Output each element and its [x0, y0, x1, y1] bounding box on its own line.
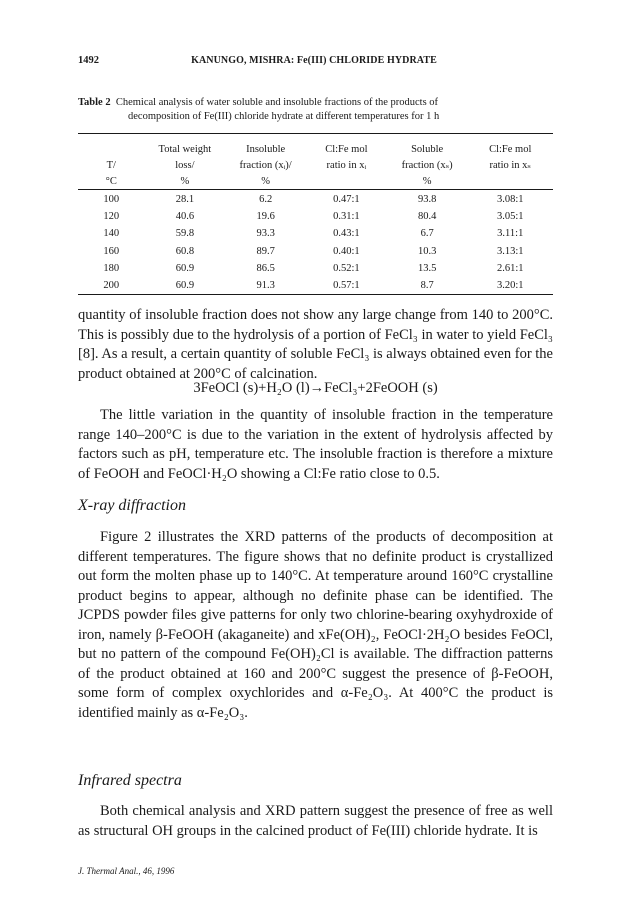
- header-cell: ratio in xᵢ: [326, 159, 367, 171]
- header-cell: ratio in xₛ: [489, 160, 531, 171]
- header-cell: Total weight: [145, 134, 226, 158]
- table-row: [78, 208, 553, 225]
- table-cell: 3.13:1: [496, 245, 524, 257]
- header-cell: fraction (xᵢ)/: [239, 159, 292, 171]
- table-cell: 180: [103, 262, 120, 274]
- table-cell: 3.08:1: [496, 194, 524, 206]
- table-cell: 160: [103, 245, 120, 257]
- table-cell: 28.1: [175, 194, 195, 206]
- header-cell: Cl:Fe mol: [468, 134, 554, 158]
- table-cell: 3.05:1: [496, 211, 524, 223]
- header-cell: loss/: [175, 159, 195, 171]
- table-cell: 0.47:1: [333, 194, 360, 206]
- table-cell: 60.9: [145, 277, 226, 295]
- table-cell: 200: [78, 277, 145, 295]
- table-cell: 40.6: [175, 211, 195, 223]
- table-cell: 10.3: [417, 245, 437, 257]
- table-cell: 13.5: [417, 262, 437, 274]
- table-cell: 89.7: [256, 245, 275, 257]
- table-cell: 6.2: [259, 194, 273, 206]
- header-cell: T/: [106, 159, 116, 171]
- table-row: [78, 277, 553, 295]
- table-cell: 0.43:1: [333, 228, 360, 240]
- table-cell: 100: [103, 194, 120, 206]
- table-container: [78, 133, 553, 295]
- table-row: [78, 225, 553, 242]
- table-cell: 80.4: [417, 211, 437, 223]
- header-cell: Soluble: [387, 134, 468, 158]
- header-cell: Cl:Fe mol: [306, 134, 387, 158]
- table-cell: 59.8: [175, 228, 195, 240]
- header-cell: °C: [78, 173, 145, 190]
- table-cell: 60.9: [175, 262, 195, 274]
- header-cell: fraction (xₛ): [401, 160, 453, 171]
- table-caption-label: Table 2: [78, 97, 111, 108]
- paragraph-xrd: Figure 2 illustrates the XRD patterns of the products of decomposition at different temperatures. The figure shows that no definite product is crystallized out form the molten phase up to 140°C. At temperature around 160°C crystalline product begins to appear, although no definite phase can be identified. The JCPDS powder files give patterns for only two chlorine-bearing oxyhydroxide of iron, namely β-FeOOH (akaganeite) and xFe(OH)₂, FeOCl·2H₂O besides FeOCl, but no pattern of the compound Fe(OH)₂Cl is available. The diffraction patterns of the product obtained at 160 and 200°C suggest the presence of β-FeOOH, some form of complex oxychlorides and α-Fe₂O₃. At 400°C the product is identified mainly as α-Fe₂O₃.: [78, 529, 553, 721]
- table-cell: 0.40:1: [333, 245, 360, 257]
- table-cell: 3.11:1: [497, 228, 524, 240]
- table-cell: 60.8: [175, 245, 195, 257]
- section-heading-infrared: Infrared spectra: [78, 772, 182, 789]
- table-caption-line1: Chemical analysis of water soluble and insoluble fractions of the products of: [115, 97, 439, 108]
- header-cell: [78, 134, 145, 158]
- table-row: [78, 260, 553, 277]
- table-cell: 0.31:1: [333, 211, 360, 223]
- table-cell: 86.5: [256, 262, 275, 274]
- header-cell: [306, 173, 387, 190]
- table-cell: 0.57:1: [306, 277, 387, 295]
- running-head: [78, 55, 550, 71]
- data-table: [78, 133, 553, 295]
- table-cell: 8.7: [387, 277, 468, 295]
- paragraph-infrared: Both chemical analysis and XRD pattern suggest the presence of free as well as structural OH groups in the calcined product of Fe(III) chloride hydrate. It is: [78, 803, 553, 839]
- header-cell: %: [145, 173, 226, 190]
- table-cell: 19.6: [256, 211, 275, 223]
- section-heading-xrd: X-ray diffraction: [78, 497, 186, 514]
- header-cell: %: [387, 173, 468, 190]
- table-caption-line2: decomposition of Fe(III) chloride hydrate at different temperatures for 1 h: [128, 111, 440, 122]
- paragraph-variation: The little variation in the quantity of insoluble fraction in the temperature range 140–200°C is due to the variation in the extent of hydrolysis affected by factors such as pH, temperature etc. The insoluble fraction is therefore a mixture of FeOOH and FeOCl·H₂O showing a Cl:Fe ratio close to 0.5.: [78, 407, 553, 482]
- running-title: KANUNGO, MISHRA: Fe(III) CHLORIDE HYDRATE: [191, 55, 437, 66]
- table-row: [78, 190, 553, 209]
- page-number: 1492: [78, 55, 99, 66]
- table-row: [78, 243, 553, 260]
- paragraph-hydrolysis: quantity of insoluble fraction does not show any large change from 140 to 200°C. This is possibly due to the hydrolysis of a portion of FeCl₃ in water to yield FeCl₃ [8]. As a result, a certain quantity of soluble FeCl₃ is always obtained even for the product obtained at 200°C of calcination.: [78, 307, 553, 382]
- table-cell: 91.3: [225, 277, 306, 295]
- table-cell: 93.3: [256, 228, 275, 240]
- header-cell: Insoluble: [225, 134, 306, 158]
- table-cell: 0.52:1: [333, 262, 360, 274]
- chemical-equation: 3FeOCl (s)+H₂O (l)→FeCl₃+2FeOOH (s): [193, 380, 438, 396]
- table-cell: 3.20:1: [468, 277, 554, 295]
- header-cell: %: [225, 173, 306, 190]
- table-cell: 120: [103, 211, 120, 223]
- table-cell: 140: [103, 228, 120, 240]
- header-cell: [468, 173, 554, 190]
- table-caption: [78, 96, 553, 124]
- table-cell: 6.7: [420, 228, 434, 240]
- journal-footer: J. Thermal Anal., 46, 1996: [78, 866, 175, 876]
- table-cell: 93.8: [417, 194, 437, 206]
- table-cell: 2.61:1: [496, 262, 524, 274]
